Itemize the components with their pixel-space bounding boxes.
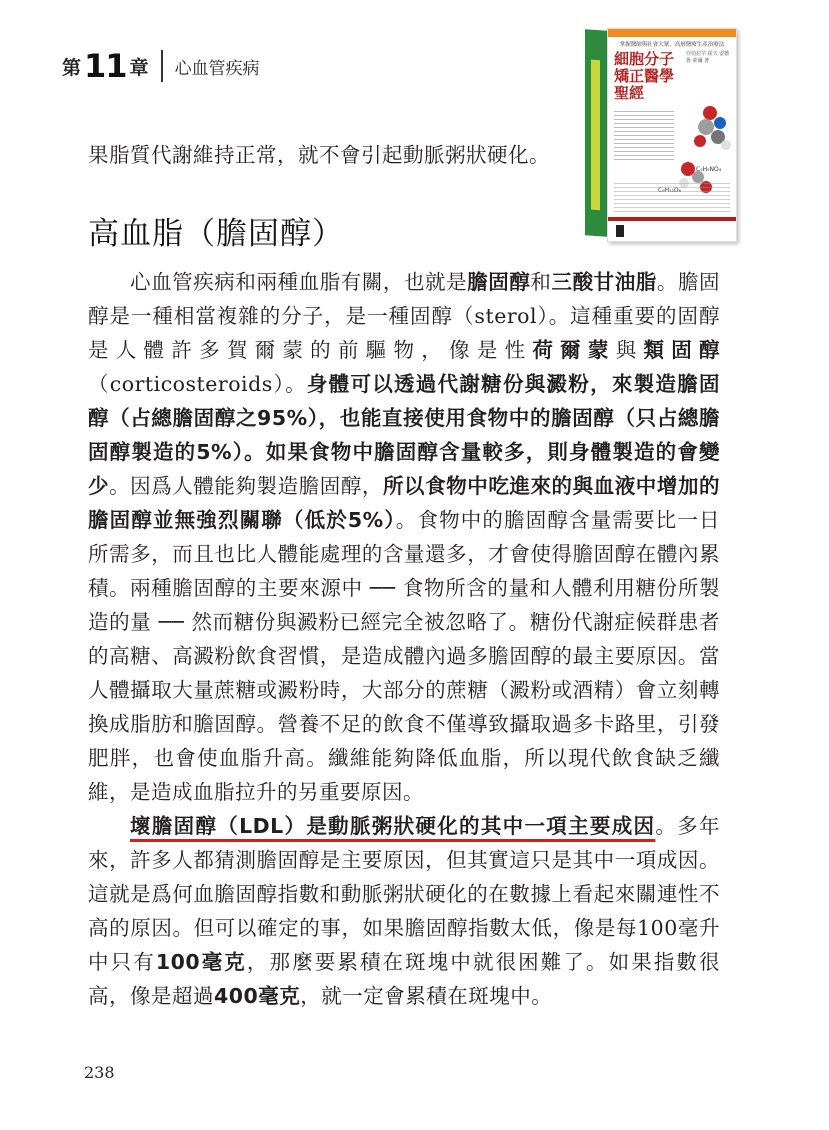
paragraph-1: 心血管疾病和兩種血脂有關，也就是膽固醇和三酸甘油脂。膽固醇是一種相當複雜的分子，是一種固醇（sterol）。這種重要的固醇是人體許多賀爾蒙的前驅物，像是性荷爾蒙與類固醇（corticosteroids）。身體可以透過代謝糖份與澱粉，來製造膽固醇（占總膽固醇之95%），也能直接使用食物中的膽固醇（只占總膽固醇製造的5%）。如果食物中膽固醇含量較多，則身體製造的會變少。因爲人體能夠製造膽固醇，所以食物中吃進來的與血液中增加的膽固醇並無強烈關聯（低於5%）。食物中的膽固醇含量需要比一日所需多，而且也比人體能處理的含量還多，才會使得膽固醇在體內累積。 [88, 270, 721, 600]
book-cover-image [585, 26, 740, 246]
book-tagline: 掌握醫師與社會大眾，高層醫療生產治療法 [619, 42, 725, 48]
book-title: 細胞分子矯正醫學聖經 [614, 50, 675, 102]
chapter-prefix: 第 [62, 56, 82, 79]
book-bottom-bar [608, 217, 736, 221]
publisher-logo [616, 225, 624, 237]
formula-label: C₅H₉NO₄ [696, 166, 722, 173]
page-number: 238 [84, 1063, 115, 1082]
book-spine [585, 29, 607, 237]
intro-line: 果脂質代謝維持正常，就不會引起動脈粥狀硬化。 [88, 143, 550, 167]
header-divider [161, 50, 163, 82]
book-front-cover [607, 28, 737, 242]
chapter-suffix: 章 [129, 56, 149, 79]
underlined-key-sentence: 壞膽固醇（LDL）是動脈粥狀硬化的其中一項主要成因 [130, 814, 656, 838]
paragraph-3: 壞膽固醇（LDL）是動脈粥狀硬化的其中一項主要成因。多年來，許多人都猜測膽固醇是主要原因，但其實這只是其中一項成因。這就是爲何血膽固醇指數和動脈粥狀硬化的在數據上看起來關連性不高的原因。但可以確定的事，如果膽固醇指數太低，像是每100毫升中只有100毫克，那麼要累積在斑塊中就很困難了。如果指數很高，像是超過400毫克，就一定會累積在斑塊中。 [88, 814, 720, 1008]
book-top-strip [608, 29, 736, 37]
formula-label: C₆H₁₂O₆ [658, 187, 682, 194]
chapter-number: 11 [84, 47, 127, 85]
book-authors: 亞伯拉罕 霍夫 安德魯 索爾 著 [686, 51, 730, 64]
chapter-title: 心血管疾病 [174, 58, 260, 79]
chapter-header [62, 44, 260, 88]
section-heading: 高血脂（膽固醇） [88, 216, 344, 252]
paragraph-2: 兩種膽固醇的主要來源中 ── 食物所含的量和人體利用糖份所製造的量 ── 然而糖份與澱粉已經完全被忽略了。糖份代謝症候群患者的高糖、高澱粉飲食習慣，是造成體內過多膽固醇的最主要原因。當人體攝取大量蔗糖或澱粉時，大部分的蔗糖（澱粉或酒精）會立刻轉換成脂肪和膽固醇。營養不足的飲食不僅導致攝取過多卡路里，引發肥胖，也會使血脂升高。纖維能夠降低血脂，所以現代飲食缺乏纖維，是造成血脂拉升的另重要原因。 [88, 576, 720, 804]
book-fine-print [614, 183, 730, 213]
book-spine-strip [591, 60, 600, 211]
